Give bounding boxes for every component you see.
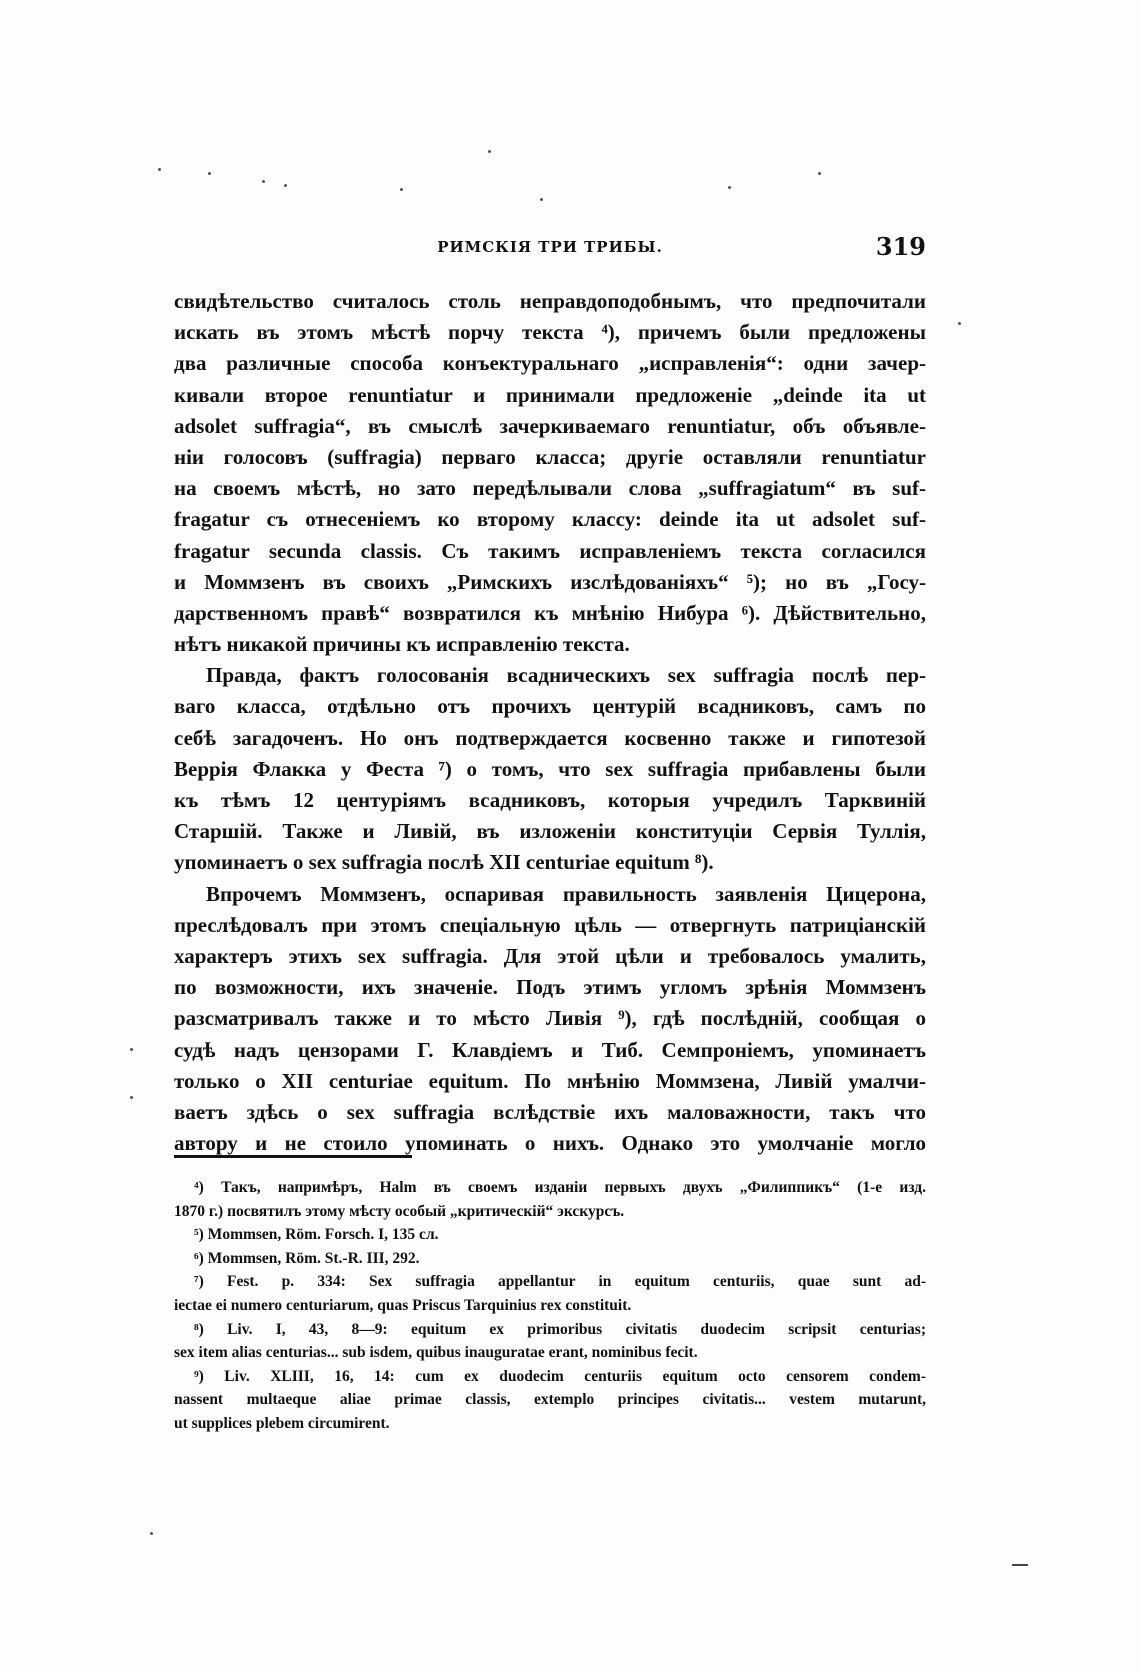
print-speck	[158, 168, 161, 171]
text-line: adsolet suffragia“, въ смыслѣ зачеркиваемаго renuntiatur, объ объявле-	[174, 413, 926, 438]
footnote-line: ⁹) Liv. XLIII, 16, 14: cum ex duodecim centuriis equitum octo censorem condem-	[194, 1367, 926, 1385]
running-header	[174, 232, 926, 264]
footnotes	[174, 1176, 926, 1436]
footnote-line: ⁷) Fest. p. 334: Sex suffragia appellantur in equitum centuriis, quae sunt ad-	[194, 1273, 926, 1291]
text-line: по возможности, ихъ значеніе. Подъ этимъ угломъ зрѣнія Моммзенъ	[174, 975, 926, 1000]
footnote-line: ut supplices plebem circumirent.	[174, 1414, 390, 1432]
text-line: Веррія Флакка у Феста ⁷) о томъ, что sex suffragia прибавлены были	[174, 756, 926, 781]
text-line: только о XII centuriae equitum. По мнѣнію Моммзена, Ливій умалчи-	[174, 1068, 926, 1093]
text-line: на своемъ мѣстѣ, но зато передѣлывали слова „suffragiatum“ въ suf-	[174, 476, 926, 501]
print-speck	[540, 198, 543, 201]
text-line: ваго класса, отдѣльно отъ прочихъ центурій всадниковъ, самъ по	[174, 694, 926, 719]
print-speck	[262, 180, 265, 183]
print-speck	[488, 150, 491, 153]
text-line: дарственномъ правѣ“ возвратился къ мнѣнію Нибура ⁶). Дѣйствительно,	[174, 600, 926, 625]
text-line: судѣ надъ цензорами Г. Клавдіемъ и Тиб. Семпроніемъ, упоминаетъ	[174, 1037, 926, 1062]
footnote-line: ⁸) Liv. I, 43, 8—9: equitum ex primoribus civitatis duodecim scripsit centurias;	[194, 1320, 926, 1338]
text-line: два различные способа конъектуральнаго „исправленія“: одни зачер-	[174, 351, 926, 376]
print-speck	[818, 172, 821, 175]
print-mark	[1012, 1564, 1028, 1566]
text-line: и Моммзенъ въ своихъ „Римскихъ изслѣдованіяхъ“ ⁵); но въ „Госу-	[174, 569, 926, 594]
footnote-separator	[174, 1155, 412, 1158]
text-line: ніи голосовъ (suffragia) перваго класса; другіе оставляли renuntiatur	[174, 444, 926, 469]
text-line: характеръ этихъ sex suffragia. Для этой цѣли и требовалось умалить,	[174, 943, 926, 968]
print-speck	[728, 186, 731, 189]
print-speck	[208, 172, 211, 175]
text-line: кивали второе renuntiatur и принимали предложеніе „deinde ita ut	[174, 382, 926, 407]
text-line: fragatur съ отнесеніемъ ко второму классу: deinde ita ut adsolet suf-	[174, 507, 926, 532]
text-line: ваетъ здѣсь о sex suffragia вслѣдствіе ихъ маловажности, такъ что	[174, 1099, 926, 1124]
print-speck	[958, 322, 961, 325]
print-speck	[130, 1096, 133, 1099]
text-line: fragatur secunda classis. Съ такимъ исправленіемъ текста согласился	[174, 538, 926, 563]
text-line: себѣ загадоченъ. Но онъ подтверждается косвенно также и гипотезой	[174, 725, 926, 750]
footnote-line: sex item alias centurias... sub isdem, quibus inauguratae erant, nominibus fecit.	[174, 1344, 698, 1362]
text-line: свидѣтельство считалось столь неправдоподобнымъ, что предпочитали	[174, 289, 926, 313]
print-speck	[284, 184, 287, 187]
text-line: разсматривалъ также и то мѣсто Ливія ⁹), гдѣ послѣдній, сообщая о	[174, 1006, 926, 1031]
footnote-line: iectae ei numero centuriarum, quas Priscus Tarquinius rex constituit.	[174, 1296, 632, 1314]
text-line: Впрочемъ Моммзенъ, оспаривая правильность заявленія Цицерона,	[206, 881, 926, 906]
text-line: Старшій. Также и Ливій, въ изложеніи конституціи Сервія Туллія,	[174, 819, 926, 844]
footnote-line: nassent multaeque aliae primae classis, extemplo principes civitatis... vestem mutarunt,	[174, 1391, 926, 1409]
text-line: упоминаетъ о sex suffragia послѣ XII centuriae equitum ⁸).	[174, 850, 714, 875]
text-line: автору и не стоило упоминать о нихъ. Однако это умолчаніе могло	[174, 1131, 926, 1156]
text-line: Правда, фактъ голосованія всадническихъ sex suffragia послѣ пер-	[206, 663, 926, 688]
print-speck	[400, 188, 403, 191]
footnote-line: ⁵) Mommsen, Röm. Forsch. I, 135 сл.	[194, 1226, 439, 1244]
text-line: преслѣдовалъ при этомъ спеціальную цѣль — отвергнуть патриціанскій	[174, 912, 926, 937]
print-speck	[130, 1048, 133, 1051]
footnote-line: ⁴) Такъ, напримѣръ, Halm въ своемъ изданіи первыхъ двухъ „Филиппикъ“ (1-е изд.	[194, 1179, 926, 1196]
main-text	[174, 286, 926, 1159]
text-line: къ тѣмъ 12 центуріямъ всадниковъ, которыя учредилъ Тарквиній	[174, 788, 926, 812]
running-title: РИМСКІЯ ТРИ ТРИБЫ.	[437, 238, 663, 256]
page-number: 319	[875, 232, 926, 261]
print-speck	[150, 1532, 153, 1535]
text-line: нѣтъ никакой причины къ исправленію текста.	[174, 632, 630, 657]
text-line: искать въ этомъ мѣстѣ порчу текста ⁴), причемъ были предложены	[174, 320, 926, 345]
footnote-line: ⁶) Mommsen, Röm. St.-R. III, 292.	[194, 1249, 420, 1267]
footnote-line: 1870 г.) посвятилъ этому мѣсту особый „критическій“ экскурсъ.	[174, 1202, 625, 1220]
